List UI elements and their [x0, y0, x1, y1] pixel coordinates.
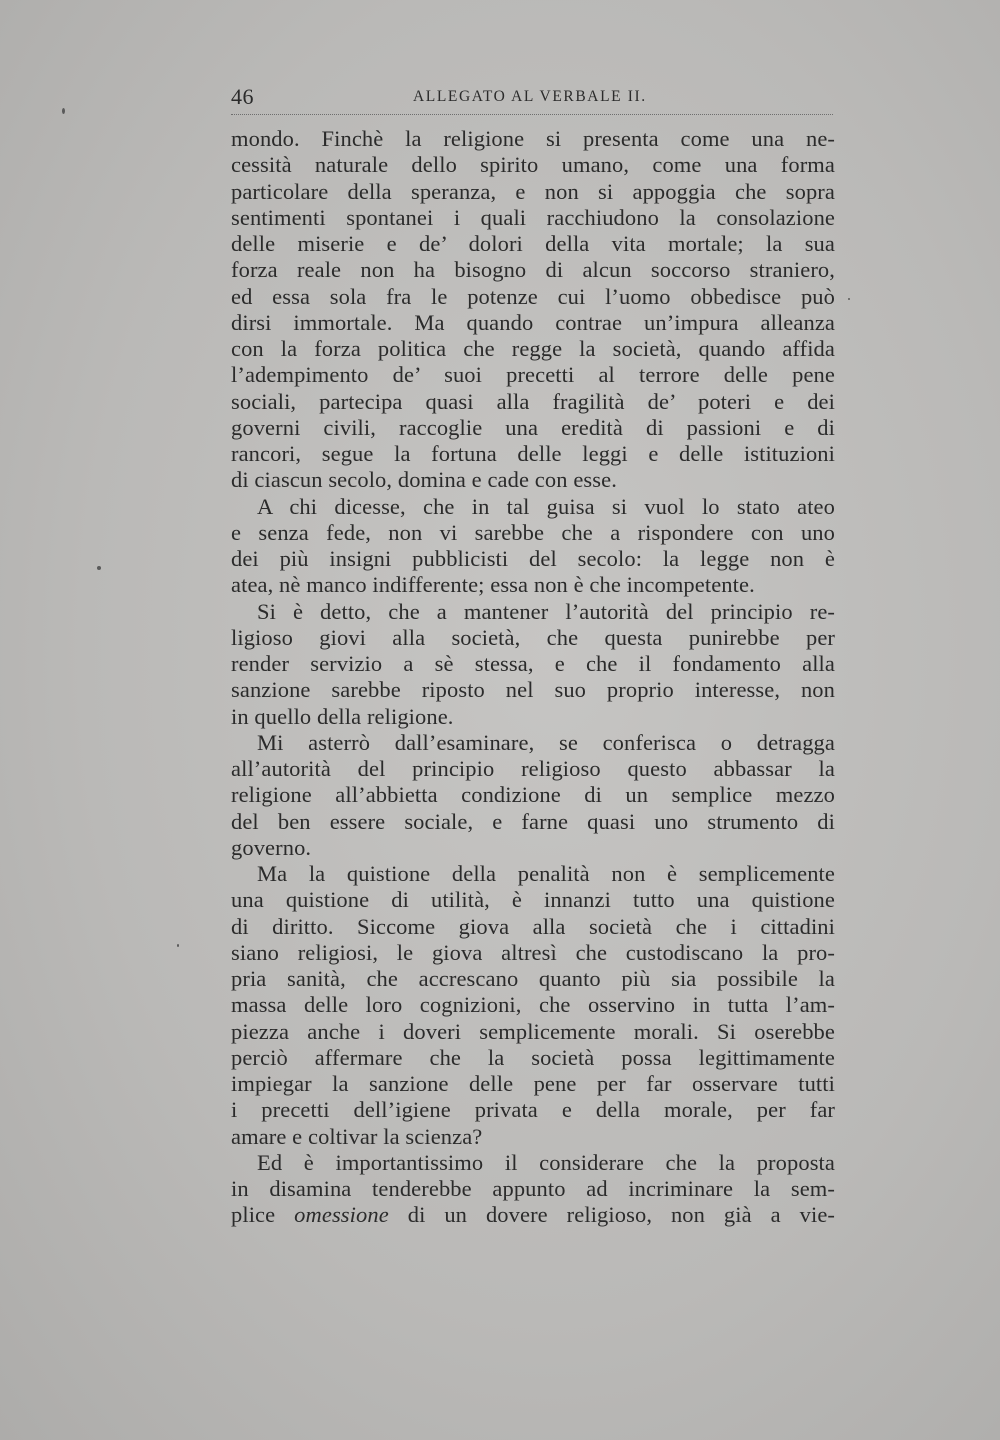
text-line: ligioso giovi alla società, che questa punirebbe per [231, 624, 835, 650]
text-line: forza reale non ha bisogno di alcun soccorso straniero, [231, 257, 835, 283]
text-line: l’adempimento de’ suoi precetti al terrore delle pene [231, 362, 835, 388]
text-line: perciò affermare che la società possa legittimamente [231, 1044, 835, 1070]
text-line: del ben essere sociale, e farne quasi uno strumento di [231, 808, 835, 834]
text-line: Mi asterrò dall’esaminare, se conferisca o detragga [257, 729, 835, 755]
text-line: mondo. Finchè la religione si presenta come una ne- [231, 126, 835, 151]
text-line: una quistione di utilità, è innanzi tutto una quistione [231, 887, 835, 913]
text-line: ed essa sola fra le potenze cui l’uomo obbedisce può [231, 283, 835, 309]
text-line: all’autorità del principio religioso questo abbassar la [231, 756, 835, 781]
text-line: con la forza politica che regge la società, quando affida [231, 336, 835, 361]
text-line: governo. [231, 834, 312, 860]
text-line: in disamina tenderebbe appunto ad incriminare la sem- [231, 1176, 835, 1201]
ink-speck [97, 566, 101, 570]
text-line: piezza anche i doveri semplicemente morali. Si oserebbe [231, 1018, 835, 1044]
text-line: governi civili, raccoglie una eredità di passioni e di [231, 414, 835, 440]
text-line: sanzione sarebbe riposto nel suo proprio interesse, non [231, 677, 835, 703]
running-head: ALLEGATO AL VERBALE II. [413, 88, 647, 105]
text-line: religione all’abbietta condizione di un semplice mezzo [231, 782, 835, 808]
text-line: dei più insigni pubblicisti del secolo: la legge non è [231, 546, 835, 571]
text-line: in quello della religione. [231, 703, 454, 729]
text-line: sentimenti spontanei i quali racchiudono la consolazione [231, 204, 835, 230]
text-line: sociali, partecipa quasi alla fragilità de’ poteri e dei [231, 388, 835, 414]
text-line: atea, nè manco indifferente; essa non è che incompetente. [231, 572, 755, 598]
text-line: di diritto. Siccome giova alla società che i cittadini [231, 913, 835, 939]
text-line: delle miserie e de’ dolori della vita mortale; la sua [231, 231, 835, 256]
text-line: impiegar la sanzione delle pene per far osservare tutti [231, 1071, 835, 1096]
text-line-final [231, 1202, 835, 1228]
text-line: Ed è importantissimo il considerare che la proposta [257, 1149, 835, 1175]
text-line: Ma la quistione della penalità non è semplicemente [257, 861, 835, 886]
ink-speck [62, 108, 65, 114]
italic-word: omessione [294, 1202, 389, 1228]
text-line: siano religiosi, le giova altresì che custodiscano la pro- [231, 939, 835, 965]
text-line: e senza fede, non vi sarebbe che a rispondere con uno [231, 519, 835, 545]
text-segment: di un dovere religioso, non già a vie- [388, 1202, 836, 1228]
text-segment: plice [231, 1202, 295, 1228]
text-line: i precetti dell’igiene privata e della morale, per far [231, 1097, 835, 1123]
page-header [231, 84, 833, 115]
text-line: A chi dicesse, che in tal guisa si vuol lo stato ateo [257, 493, 835, 519]
text-line: dirsi immortale. Ma quando contrae un’impura alleanza [231, 309, 835, 335]
text-line: pria sanità, che accrescano quanto più sia possibile la [231, 966, 835, 991]
ink-speck [177, 944, 179, 947]
text-line: rancori, segue la fortuna delle leggi e delle istituzioni [231, 441, 835, 466]
text-line: massa delle loro cognizioni, che osservino in tutta l’am- [231, 992, 835, 1018]
text-line: di ciascun secolo, domina e cade con esse. [231, 467, 617, 493]
text-line: Si è detto, che a mantener l’autorità del principio re- [257, 598, 835, 624]
body-text [231, 126, 835, 1229]
text-line: particolare della speranza, e non si appoggia che sopra [231, 178, 835, 204]
text-line: render servizio a sè stessa, e che il fondamento alla [231, 651, 835, 676]
ink-speck [848, 298, 850, 300]
text-line: cessità naturale dello spirito umano, come una forma [231, 152, 835, 178]
page-number: 46 [231, 84, 254, 109]
text-line: amare e coltivar la scienza? [231, 1123, 483, 1149]
